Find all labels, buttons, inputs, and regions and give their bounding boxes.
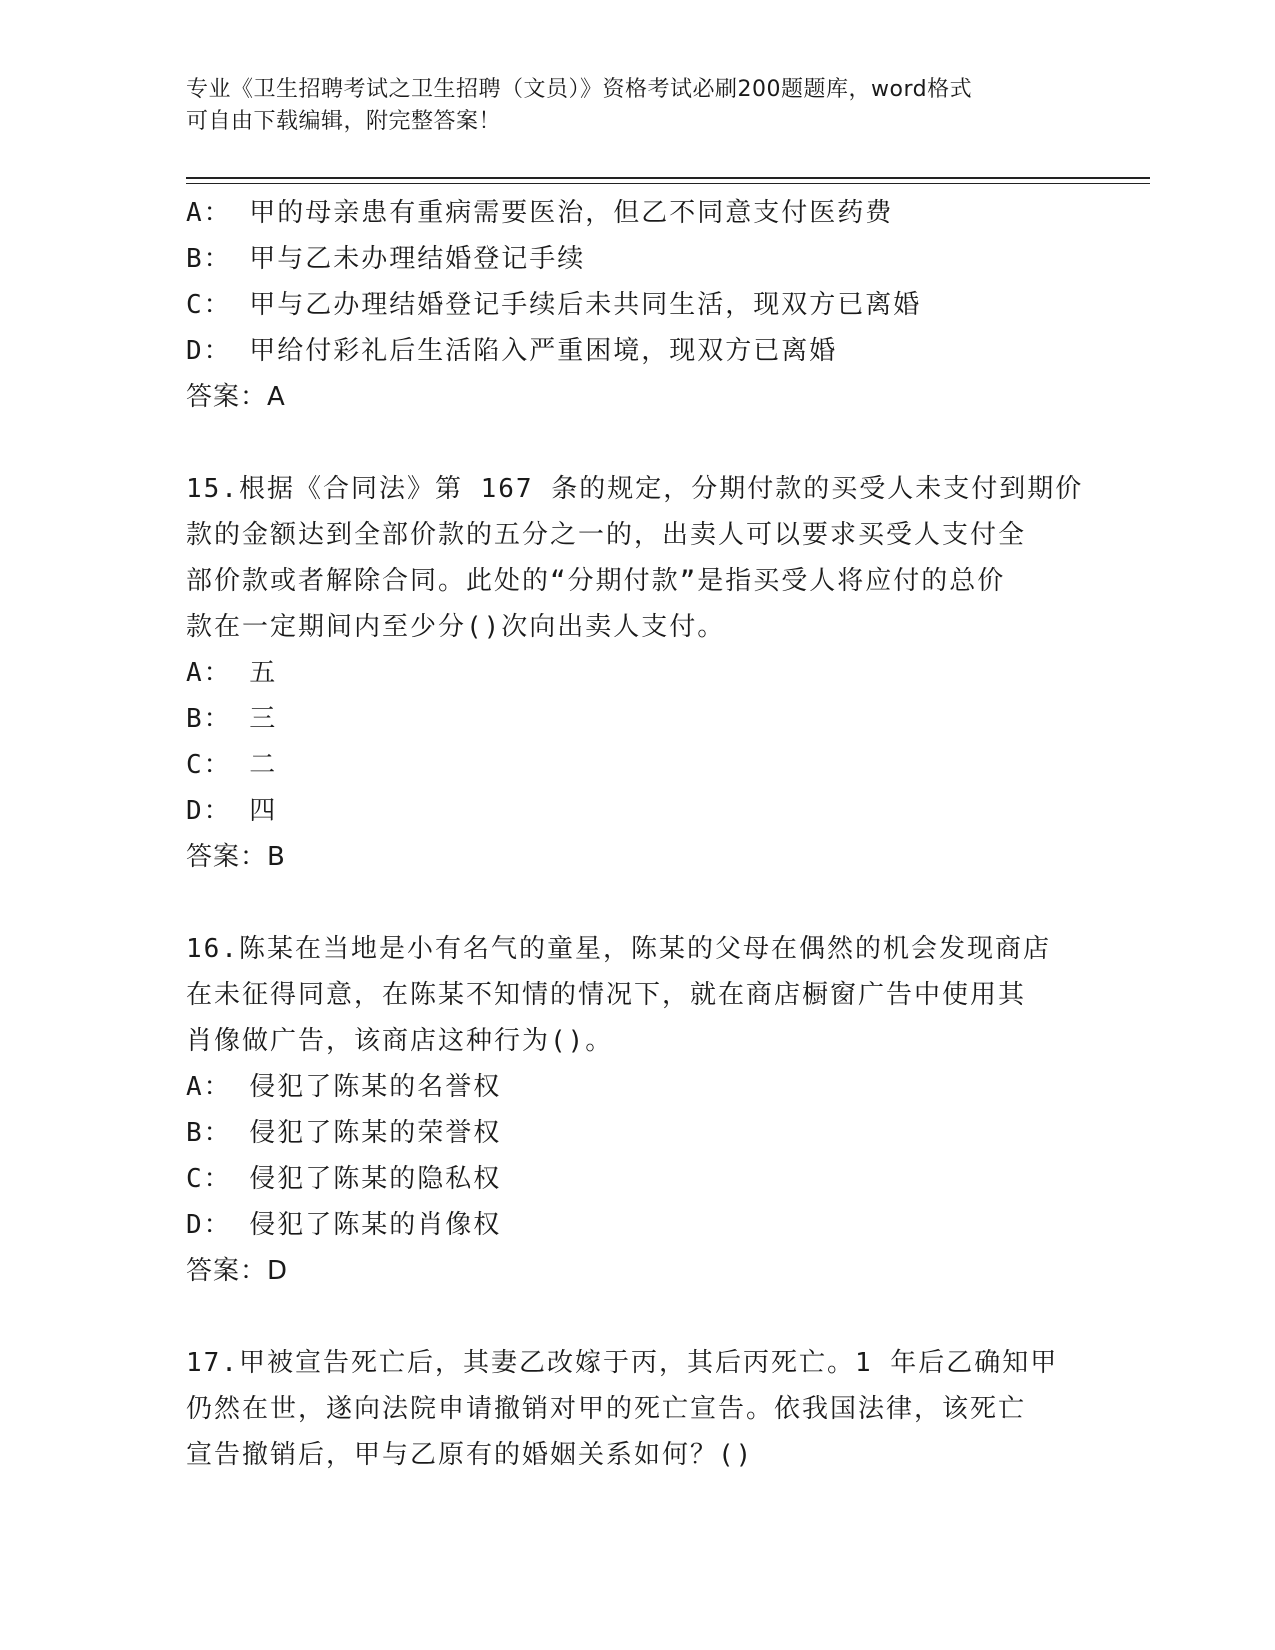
- q16-stem-line-3: 肖像做广告，该商店这种行为()。: [186, 1026, 614, 1056]
- q14-answer: 答案：A: [186, 382, 286, 412]
- q15-stem-line-1: 15.根据《合同法》第 167 条的规定，分期付款的买受人未支付到期价: [186, 474, 1084, 504]
- q15-option-c: C： 二: [186, 750, 278, 780]
- question-17-block: [186, 1340, 1086, 1478]
- question-14-block: [186, 190, 1086, 420]
- q14-option-d: D： 甲给付彩礼后生活陷入严重困境，现双方已离婚: [186, 336, 838, 366]
- q16-option-a: A： 侵犯了陈某的名誉权: [186, 1072, 502, 1102]
- q16-answer: 答案：D: [186, 1256, 289, 1286]
- q17-stem-line-1: 17.甲被宣告死亡后，其妻乙改嫁于丙，其后丙死亡。1 年后乙确知甲: [186, 1348, 1059, 1378]
- q15-stem-line-2: 款的金额达到全部价款的五分之一的，出卖人可以要求买受人支付全: [186, 520, 1027, 550]
- q14-option-b: B： 甲与乙未办理结婚登记手续: [186, 244, 586, 274]
- q15-option-d: D： 四: [186, 796, 278, 826]
- q15-option-b: B： 三: [186, 704, 278, 734]
- header-title-line-2: 可自由下载编辑，附完整答案！: [186, 109, 502, 134]
- document-header: [186, 74, 1066, 138]
- q15-answer: 答案：B: [186, 842, 286, 872]
- header-divider-thin: [186, 183, 1150, 184]
- spacer: [186, 880, 1086, 926]
- spacer: [186, 1294, 1086, 1340]
- spacer: [186, 420, 1086, 466]
- q14-option-a: A： 甲的母亲患有重病需要医治，但乙不同意支付医药费: [186, 198, 894, 228]
- q16-option-b: B： 侵犯了陈某的荣誉权: [186, 1118, 502, 1148]
- q15-stem-line-3: 部价款或者解除合同。此处的“分期付款”是指买受人将应付的总价: [186, 566, 1006, 596]
- q16-option-d: D： 侵犯了陈某的肖像权: [186, 1210, 502, 1240]
- question-15-block: [186, 466, 1086, 880]
- header-title-line-1: 专业《卫生招聘考试之卫生招聘（文员）》资格考试必刷200题题库，word格式: [186, 77, 973, 102]
- q16-stem-line-1: 16.陈某在当地是小有名气的童星，陈某的父母在偶然的机会发现商店: [186, 934, 1051, 964]
- q15-option-a: A： 五: [186, 658, 278, 688]
- header-divider-thick: [186, 177, 1150, 179]
- q17-stem-line-3: 宣告撤销后，甲与乙原有的婚姻关系如何？(): [186, 1440, 754, 1470]
- q16-stem-line-2: 在未征得同意，在陈某不知情的情况下，就在商店橱窗广告中使用其: [186, 980, 1027, 1010]
- q15-stem-line-4: 款在一定期间内至少分()次向出卖人支付。: [186, 612, 726, 642]
- q14-option-c: C： 甲与乙办理结婚登记手续后未共同生活，现双方已离婚: [186, 290, 922, 320]
- q17-stem-line-2: 仍然在世，遂向法院申请撤销对甲的死亡宣告。依我国法律，该死亡: [186, 1394, 1027, 1424]
- question-content: [186, 190, 1086, 1478]
- q16-option-c: C： 侵犯了陈某的隐私权: [186, 1164, 502, 1194]
- question-16-block: [186, 926, 1086, 1294]
